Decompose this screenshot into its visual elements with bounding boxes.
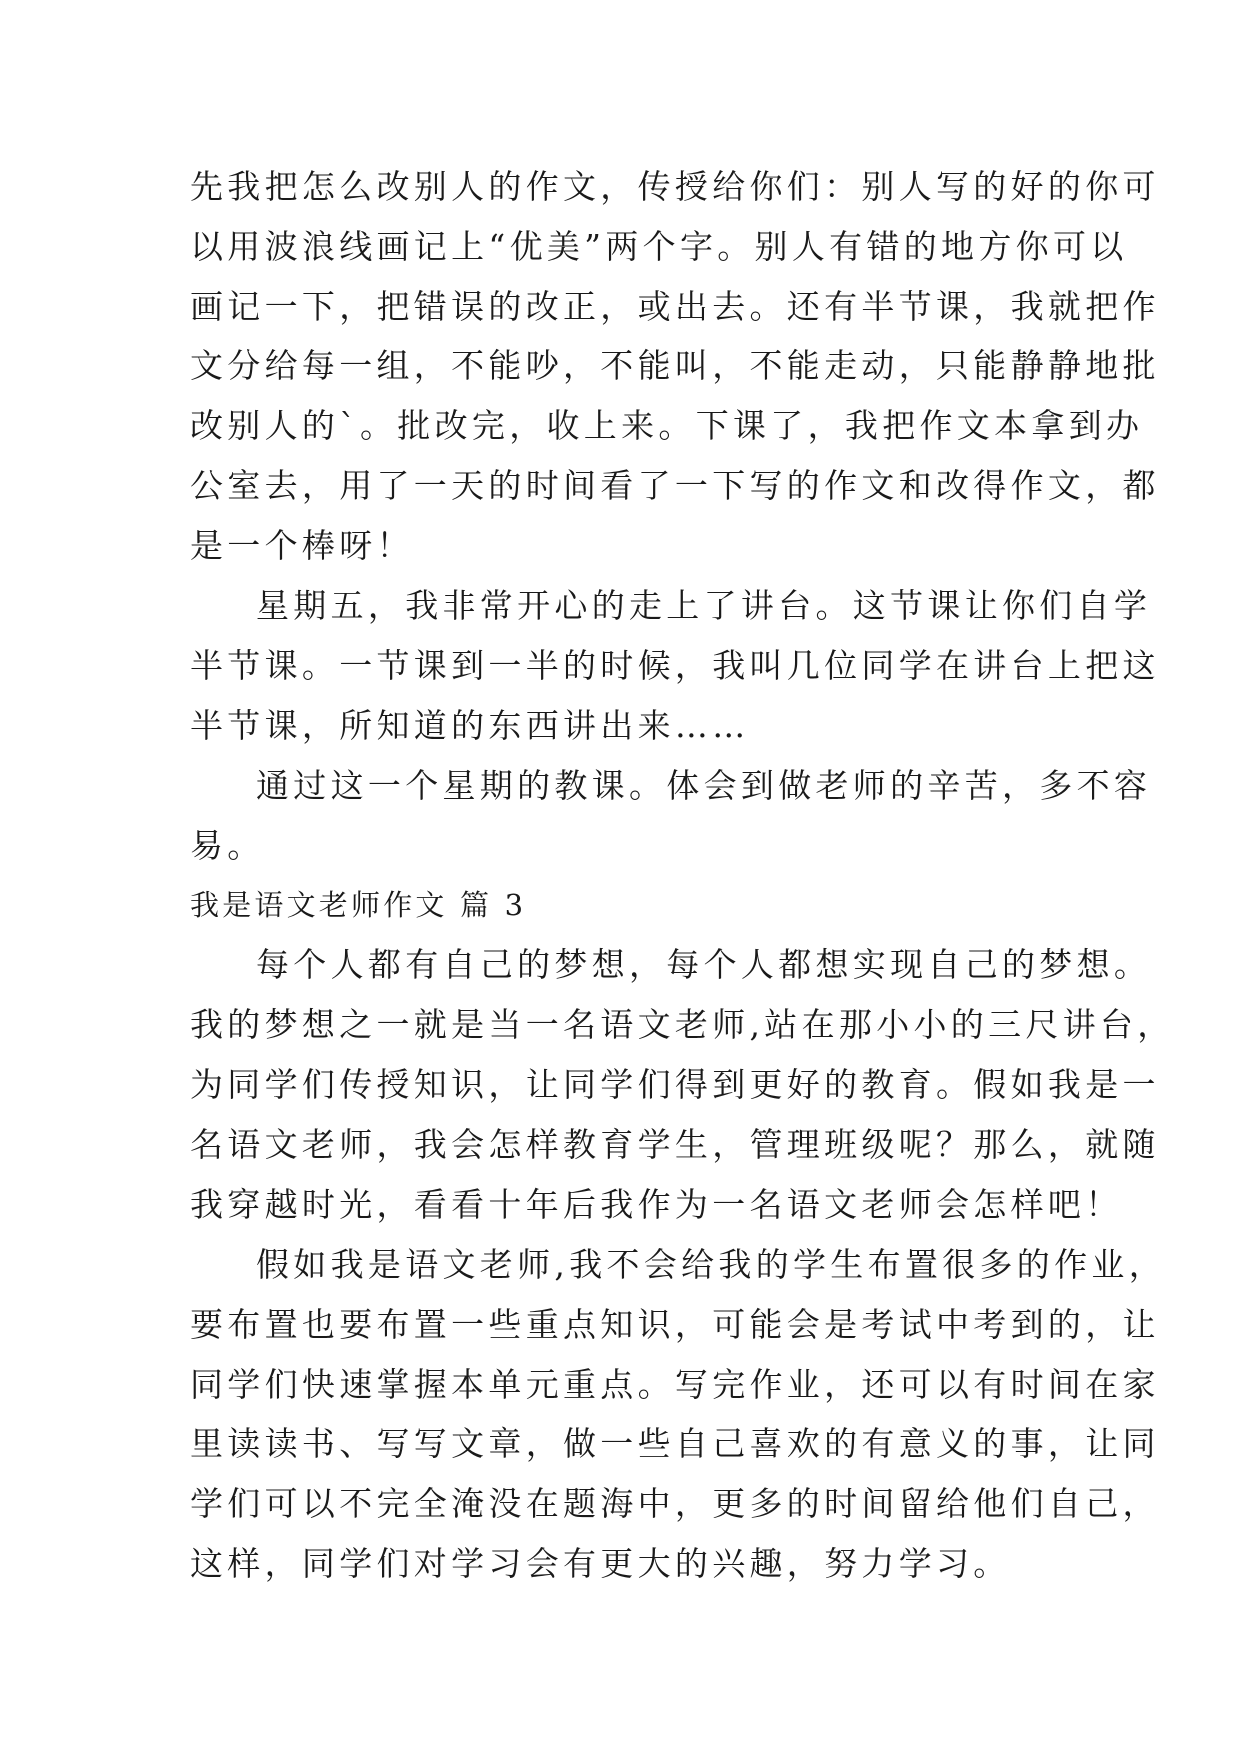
- text-line: 先我把怎么改别人的作文，传授给你们：别人写的好的你可: [190, 167, 1160, 206]
- text-line: 学们可以不完全淹没在题海中，更多的时间留给他们自己，: [190, 1484, 1160, 1523]
- text-line: 画记一下，把错误的改正，或出去。还有半节课，我就把作: [190, 287, 1160, 326]
- text-line: 为同学们传授知识，让同学们得到更好的教育。假如我是一: [190, 1065, 1160, 1104]
- text-line: 公室去，用了一天的时间看了一下写的作文和改得作文，都: [190, 466, 1160, 505]
- text-line: 以用波浪线画记上“优美”两个字。别人有错的地方你可以: [190, 227, 1128, 266]
- text-line: 这样，同学们对学习会有更大的兴趣，努力学习。: [190, 1544, 1011, 1583]
- text-line: 名语文老师，我会怎样教育学生，管理班级呢？那么，就随: [190, 1125, 1160, 1164]
- text-line: 半节课，所知道的东西讲出来……: [190, 706, 750, 745]
- text-line: 通过这一个星期的教课。体会到做老师的辛苦，多不容: [256, 766, 1152, 805]
- text-line: 文分给每一组，不能吵，不能叫，不能走动，只能静静地批: [190, 346, 1160, 385]
- text-line: 星期五，我非常开心的走上了讲台。这节课让你们自学: [256, 586, 1152, 625]
- text-line: 每个人都有自己的梦想，每个人都想实现自己的梦想。: [256, 945, 1152, 984]
- section-heading: 我是语文老师作文 篇 3: [190, 888, 527, 922]
- text-line: 是一个棒呀！: [190, 526, 414, 565]
- text-line: 里读读书、写写文章，做一些自己喜欢的有意义的事，让同: [190, 1424, 1160, 1463]
- text-line: 半节课。一节课到一半的时候，我叫几位同学在讲台上把这: [190, 646, 1160, 685]
- text-line: 我的梦想之一就是当一名语文老师,站在那小小的三尺讲台，: [190, 1005, 1175, 1044]
- text-line: 我穿越时光，看看十年后我作为一名语文老师会怎样吧！: [190, 1185, 1123, 1224]
- text-line: 易。: [190, 826, 265, 865]
- text-line: 要布置也要布置一些重点知识，可能会是考试中考到的，让: [190, 1305, 1160, 1344]
- text-line: 假如我是语文老师,我不会给我的学生布置很多的作业，: [256, 1245, 1166, 1284]
- text-line: 同学们快速掌握本单元重点。写完作业，还可以有时间在家: [190, 1365, 1160, 1404]
- text-line: 改别人的`。批改完，收上来。下课了，我把作文本拿到办: [190, 406, 1144, 445]
